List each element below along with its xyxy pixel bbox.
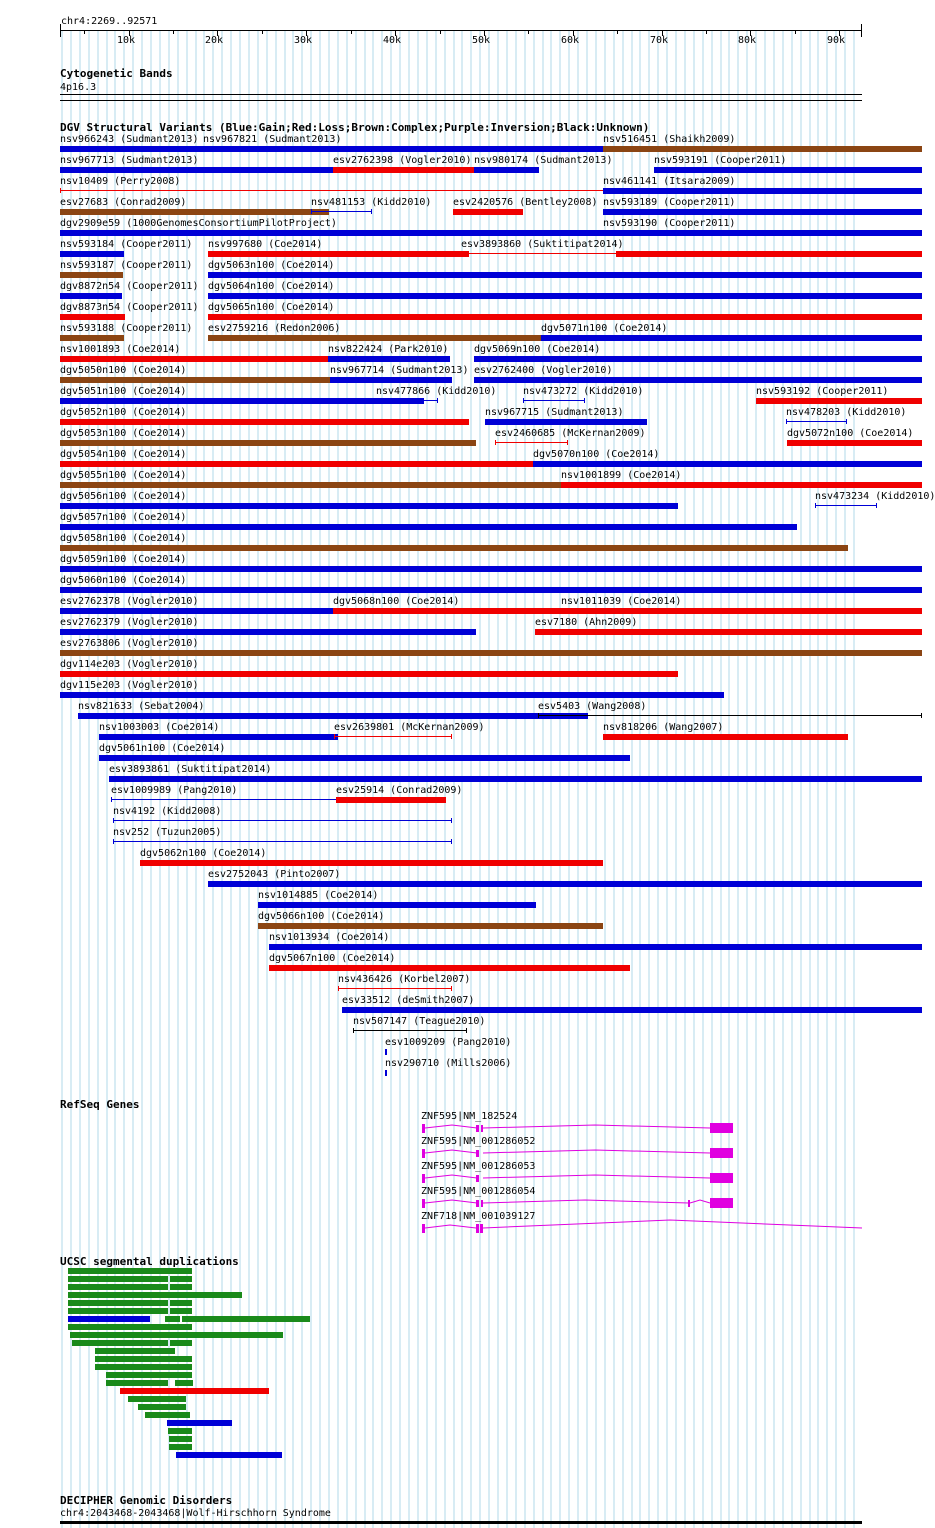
gene-exon [422,1199,425,1208]
segdup-block[interactable] [70,1332,283,1338]
variant-label[interactable]: dgv5053n100 (Coe2014) [60,428,187,439]
ruler-tick-label: 30k [294,35,313,46]
variant-label[interactable]: dgv5056n100 (Coe2014) [60,491,187,502]
gene-exon [422,1149,425,1158]
variant-label[interactable]: nsv593191 (Cooper2011) [654,155,787,166]
segdup-block[interactable] [138,1404,186,1410]
variant-label[interactable]: dgv5051n100 (Coe2014) [60,386,187,397]
variant-label[interactable]: esv2420576 (Bentley2008) [453,197,598,208]
variant-label[interactable]: nsv507147 (Teague2010) [353,1016,486,1027]
variant-label[interactable]: dgv5068n100 (Coe2014) [333,596,460,607]
segdup-block[interactable] [176,1452,282,1458]
segdup-track-title: UCSC segmental duplications [60,1255,239,1268]
segdup-block[interactable] [145,1412,190,1418]
decipher-track-title: DECIPHER Genomic Disorders [60,1494,233,1507]
segdup-block[interactable] [68,1300,168,1306]
variant-label[interactable]: nsv593192 (Cooper2011) [756,386,889,397]
variant-label[interactable]: dgv5072n100 (Coe2014) [787,428,914,439]
gene-intron [425,1225,476,1228]
variant-label[interactable]: nsv967714 (Sudmant2013) [330,365,469,376]
variant-label[interactable]: nsv967821 (Sudmant2013) [203,134,342,145]
variant-label[interactable]: esv2762379 (Vogler2010) [60,617,199,628]
variant-label[interactable]: nsv822424 (Park2010) [328,344,449,355]
segdup-block[interactable] [68,1284,168,1290]
ruler-tick-label: 90k [827,35,846,46]
gene-exon [481,1200,483,1207]
segdup-block[interactable] [128,1396,186,1402]
ruler-tick-label: 40k [383,35,402,46]
gene-intron [483,1150,710,1153]
segdup-block[interactable] [68,1276,168,1282]
variant-label[interactable]: dgv5071n100 (Coe2014) [541,323,668,334]
segdup-block[interactable] [72,1340,168,1346]
refseq-track-title: RefSeq Genes [60,1098,140,1111]
variant-label[interactable]: nsv4192 (Kidd2008) [113,806,222,817]
variant-label[interactable]: esv2762398 (Vogler2010) [333,155,472,166]
variant-label[interactable]: nsv478203 (Kidd2010) [786,407,907,418]
variant-label[interactable]: nsv473272 (Kidd2010) [523,386,644,397]
gene-intron [425,1175,477,1178]
gene-exon [480,1224,483,1233]
segdup-block[interactable] [168,1428,192,1434]
variant-label[interactable]: nsv461141 (Itsara2009) [603,176,736,187]
gene-exon-utr [710,1123,733,1133]
variant-label[interactable]: nsv473234 (Kidd2010) [815,491,935,502]
gene-model [422,1123,733,1133]
segdup-block[interactable] [169,1444,192,1450]
segdup-block[interactable] [68,1308,168,1314]
gene-label[interactable]: ZNF595|NM_001286053 [421,1161,536,1172]
variant-label[interactable]: dgv5054n100 (Coe2014) [60,449,187,460]
variant-label[interactable]: esv33512 (deSmith2007) [342,995,475,1006]
variant-label[interactable]: dgv5060n100 (Coe2014) [60,575,187,586]
gene-model [422,1148,733,1158]
gene-exon [422,1124,425,1133]
variant-label[interactable]: nsv1014885 (Coe2014) [258,890,379,901]
segdup-block[interactable] [170,1276,192,1282]
variant-label[interactable]: esv1009209 (Pang2010) [385,1037,512,1048]
gene-intron [483,1200,689,1203]
variant-label[interactable]: dgv5058n100 (Coe2014) [60,533,187,544]
segdup-block[interactable] [68,1324,192,1330]
ruler-tick-label: 20k [205,35,224,46]
variant-label[interactable]: nsv997680 (Coe2014) [208,239,323,250]
segdup-block[interactable] [170,1284,192,1290]
gene-intron [483,1175,710,1178]
segdup-block[interactable] [106,1372,192,1378]
gene-exon-utr [710,1198,733,1208]
segdup-block[interactable] [170,1340,192,1346]
variant-label[interactable]: nsv593190 (Cooper2011) [603,218,736,229]
variant-label[interactable]: esv2460685 (McKernan2009) [495,428,646,439]
gene-exon [476,1200,479,1207]
variant-label[interactable]: esv2639801 (McKernan2009) [334,722,485,733]
variant-label[interactable]: nsv1011039 (Coe2014) [561,596,682,607]
gene-intron [425,1150,477,1153]
segdup-block[interactable] [95,1348,175,1354]
variant-label[interactable]: dgv5069n100 (Coe2014) [474,344,601,355]
dgv-track-title: DGV Structural Variants (Blue:Gain;Red:Loss;Brown:Complex;Purple:Inversion;Black:Unknown) [60,121,650,134]
variant-label[interactable]: dgv5065n100 (Coe2014) [208,302,335,313]
variant-label[interactable]: esv2762378 (Vogler2010) [60,596,199,607]
variant-label[interactable]: dgv2909e59 (1000GenomesConsortiumPilotProject) [60,218,337,229]
segdup-block[interactable] [120,1388,269,1394]
ruler-tick-label: 80k [738,35,757,46]
gene-intron [425,1200,477,1203]
gene-exon [476,1150,479,1157]
variant-label[interactable]: dgv5063n100 (Coe2014) [208,260,335,271]
cytobands-title: Cytogenetic Bands [60,67,173,80]
segdup-block[interactable] [175,1380,193,1386]
gene-exon-utr [710,1173,733,1183]
gene-exon [476,1125,479,1132]
variant-label[interactable]: esv2759216 (Redon2006) [208,323,341,334]
segdup-block[interactable] [68,1268,192,1274]
variant-label[interactable]: esv5403 (Wang2008) [538,701,647,712]
variant-label[interactable]: dgv5057n100 (Coe2014) [60,512,187,523]
variant-label[interactable]: nsv1003003 (Coe2014) [99,722,220,733]
variant-label[interactable]: nsv516451 (Shaikh2009) [603,134,736,145]
variant-label[interactable]: esv3893860 (Suktitipat2014) [461,239,624,250]
variant-label[interactable]: nsv252 (Tuzun2005) [113,827,222,838]
decipher-entry[interactable]: chr4:2043468-2043468|Wolf-Hirschhorn Syndrome [60,1508,331,1519]
variant-label[interactable]: dgv5061n100 (Coe2014) [99,743,226,754]
variant-label[interactable]: dgv5070n100 (Coe2014) [533,449,660,460]
ruler-tick-label: 10k [117,35,136,46]
cytoband-label[interactable]: 4p16.3 [60,82,97,93]
gene-intron [690,1200,710,1203]
segdup-block[interactable] [182,1316,310,1322]
gene-model [422,1220,862,1233]
segdup-block[interactable] [95,1364,192,1370]
variant-label[interactable]: dgv5067n100 (Coe2014) [269,953,396,964]
gene-exon [422,1174,425,1183]
variant-label[interactable]: esv7180 (Ahn2009) [535,617,638,628]
variant-label[interactable]: nsv436426 (Korbel2007) [338,974,471,985]
variant-label[interactable]: esv2763806 (Vogler2010) [60,638,199,649]
gene-intron [425,1125,477,1128]
decipher-bar[interactable] [60,1521,862,1524]
gene-exon [476,1224,479,1233]
variant-label[interactable]: nsv980174 (Sudmant2013) [474,155,613,166]
variant-label[interactable]: esv1009989 (Pang2010) [111,785,238,796]
variant-label[interactable]: esv3893861 (Suktitipat2014) [109,764,272,775]
variant-label[interactable]: dgv5059n100 (Coe2014) [60,554,187,565]
gene-exon-utr [710,1148,733,1158]
variant-label[interactable]: nsv967715 (Sudmant2013) [485,407,624,418]
segdup-block[interactable] [167,1420,232,1426]
gene-exon [481,1125,483,1132]
variant-label[interactable]: nsv593187 (Cooper2011) [60,260,193,271]
variant-endcap [921,713,922,718]
variant-label[interactable]: nsv821633 (Sebat2004) [78,701,205,712]
variant-label[interactable]: dgv5050n100 (Coe2014) [60,365,187,376]
segdup-block[interactable] [170,1308,192,1314]
variant-label[interactable]: esv2762400 (Vogler2010) [474,365,613,376]
segdup-block[interactable] [106,1380,168,1386]
variant-label[interactable]: dgv114e203 (Vogler2010) [60,659,199,670]
ruler-tick-label: 70k [650,35,669,46]
variant-label[interactable]: nsv477866 (Kidd2010) [376,386,497,397]
variant-label[interactable]: dgv8872n54 (Cooper2011) [60,281,199,292]
gene-label[interactable]: ZNF595|NM_182524 [421,1111,518,1122]
variant-label[interactable]: nsv290710 (Mills2006) [385,1058,512,1069]
ruler-region: chr4:2269..92571 [61,16,158,27]
variant-label[interactable]: dgv115e203 (Vogler2010) [60,680,199,691]
ruler-tick-label: 50k [472,35,491,46]
gene-exon [476,1175,479,1182]
variant-label[interactable]: dgv8873n54 (Cooper2011) [60,302,199,313]
gene-exon [422,1224,425,1233]
segdup-block[interactable] [165,1316,180,1322]
variant-label[interactable]: esv25914 (Conrad2009) [336,785,463,796]
variant-label[interactable]: nsv966243 (Sudmant2013) [60,134,199,145]
variant-label[interactable]: nsv10409 (Perry2008) [60,176,181,187]
variant-label[interactable]: nsv481153 (Kidd2010) [311,197,432,208]
variant-label[interactable]: nsv593188 (Cooper2011) [60,323,193,334]
gene-label[interactable]: ZNF595|NM_001286052 [421,1136,536,1147]
gene-intron [483,1220,862,1228]
variant-label[interactable]: dgv5062n100 (Coe2014) [140,848,267,859]
variant-label[interactable]: nsv818206 (Wang2007) [603,722,724,733]
segdup-block[interactable] [68,1316,150,1322]
segdup-block[interactable] [169,1436,192,1442]
variant-label[interactable]: dgv5055n100 (Coe2014) [60,470,187,481]
gene-label[interactable]: ZNF595|NM_001286054 [421,1186,536,1197]
variant-label[interactable]: dgv5064n100 (Coe2014) [208,281,335,292]
variant-label[interactable]: esv27683 (Conrad2009) [60,197,187,208]
gene-exon [688,1200,690,1207]
variant-label[interactable]: nsv593184 (Cooper2011) [60,239,193,250]
variant-label[interactable]: dgv5066n100 (Coe2014) [258,911,385,922]
segdup-block[interactable] [170,1300,192,1306]
segdup-block[interactable] [68,1292,242,1298]
variant-label[interactable]: nsv1001893 (Coe2014) [60,344,181,355]
ruler-tick-label: 60k [561,35,580,46]
variant-label[interactable]: nsv1001899 (Coe2014) [561,470,682,481]
variant-label[interactable]: nsv967713 (Sudmant2013) [60,155,199,166]
gene-label[interactable]: ZNF718|NM_001039127 [421,1211,536,1222]
gene-model [422,1173,733,1183]
variant-label[interactable]: esv2752043 (Pinto2007) [208,869,341,880]
variant-label[interactable]: nsv593189 (Cooper2011) [603,197,736,208]
gene-model [422,1198,733,1208]
gene-intron [483,1125,710,1128]
variant-label[interactable]: nsv1013934 (Coe2014) [269,932,390,943]
variant-label[interactable]: dgv5052n100 (Coe2014) [60,407,187,418]
segdup-block[interactable] [95,1356,192,1362]
